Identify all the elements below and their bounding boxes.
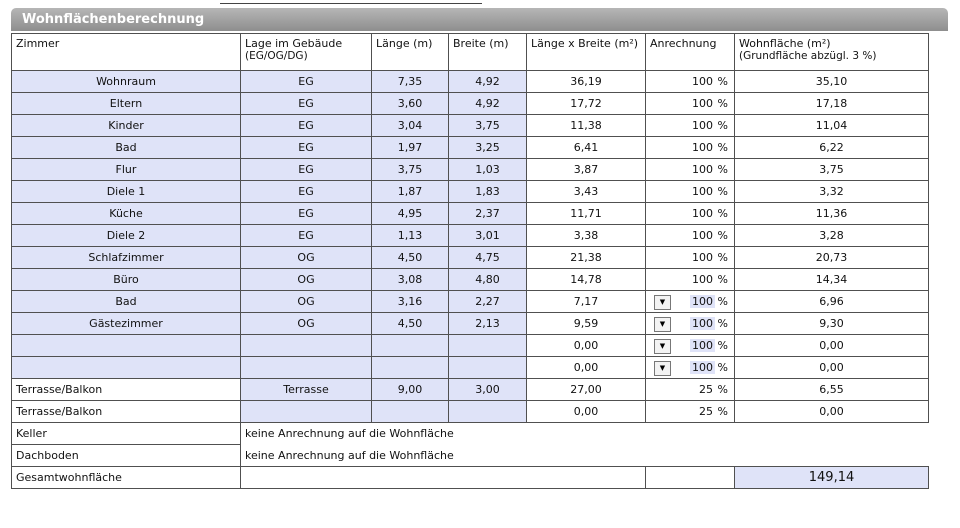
area-table-body [12,34,929,489]
credit-percent-input[interactable]: 100 [692,229,713,242]
living-area-value: 20,73 [735,247,929,269]
room-row [12,291,929,313]
percent-unit: % [717,119,728,132]
product-value: 9,59 [527,313,646,335]
length-input[interactable]: 3,08 [372,269,449,291]
room-row [12,93,929,115]
living-area-value: 35,10 [735,71,929,93]
credit-percent-input[interactable]: 100 [692,185,713,198]
product-value: 17,72 [527,93,646,115]
length-input[interactable] [372,357,449,379]
total-spacer [646,467,735,489]
percent-unit: % [717,295,728,308]
living-area-value: 6,96 [735,291,929,313]
credit-cell [646,159,735,181]
room-name-input[interactable]: Eltern [12,93,241,115]
room-row [12,269,929,291]
width-input[interactable] [449,401,527,423]
length-input[interactable] [372,335,449,357]
header-credit: Anrechnung [646,34,735,71]
credit-cell [646,115,735,137]
product-value: 3,43 [527,181,646,203]
credit-percent-input[interactable]: 100 [692,141,713,154]
top-rule [220,3,482,4]
length-input[interactable]: 3,75 [372,159,449,181]
credit-cell [646,225,735,247]
length-input[interactable]: 9,00 [372,379,449,401]
location-input[interactable]: EG [241,225,372,247]
product-value: 0,00 [527,357,646,379]
credit-percent-input[interactable]: 25 [699,383,713,396]
room-row [12,203,929,225]
length-input[interactable]: 3,16 [372,291,449,313]
total-living-area-value: 149,14 [735,467,929,489]
header-area-label: Wohnfläche (m²) [739,37,831,50]
credit-cell [646,379,735,401]
credit-cell [646,313,735,335]
note-text: keine Anrechnung auf die Wohnfläche [241,423,929,445]
percent-unit: % [717,75,728,88]
percent-unit: % [717,383,728,396]
room-name-input[interactable]: Büro [12,269,241,291]
balcony-type-input[interactable]: Terrasse [241,379,372,401]
location-input[interactable] [241,335,372,357]
width-input[interactable] [449,357,527,379]
room-row [12,313,929,335]
width-input[interactable]: 1,83 [449,181,527,203]
header-location-label: Lage im Gebäude [245,37,343,50]
percent-unit: % [717,185,728,198]
percent-unit: % [717,339,728,352]
percent-unit: % [717,163,728,176]
credit-cell [646,203,735,225]
room-name-input[interactable] [12,357,241,379]
product-value: 14,78 [527,269,646,291]
width-input[interactable]: 4,92 [449,71,527,93]
balcony-label: Terrasse/Balkon [12,401,241,423]
width-input[interactable] [449,335,527,357]
balcony-type-input[interactable] [241,401,372,423]
header-width: Breite (m) [449,34,527,71]
total-spacer [241,467,646,489]
room-name-input[interactable]: Diele 2 [12,225,241,247]
location-input[interactable]: OG [241,291,372,313]
percent-unit: % [717,405,728,418]
dropdown-arrow-icon[interactable]: ▼ [654,317,671,332]
dropdown-arrow-icon[interactable]: ▼ [654,339,671,354]
room-name-input[interactable]: Gästezimmer [12,313,241,335]
room-name-input[interactable]: Bad [12,137,241,159]
living-area-value: 0,00 [735,335,929,357]
width-input[interactable]: 3,75 [449,115,527,137]
length-input[interactable]: 4,95 [372,203,449,225]
header-room: Zimmer [12,34,241,71]
note-text: keine Anrechnung auf die Wohnfläche [241,445,929,467]
product-value: 11,71 [527,203,646,225]
location-input[interactable] [241,357,372,379]
width-input[interactable]: 4,92 [449,93,527,115]
length-input[interactable]: 7,35 [372,71,449,93]
location-input[interactable]: EG [241,115,372,137]
credit-cell [646,269,735,291]
room-row [12,115,929,137]
balcony-label: Terrasse/Balkon [12,379,241,401]
header-area [735,34,929,71]
credit-percent-input[interactable]: 100 [692,251,713,264]
product-value: 6,41 [527,137,646,159]
balcony-row [12,401,929,423]
product-value: 0,00 [527,401,646,423]
note-row [12,423,929,445]
room-name-input[interactable]: Schlafzimmer [12,247,241,269]
product-value: 36,19 [527,71,646,93]
product-value: 27,00 [527,379,646,401]
location-input[interactable]: OG [241,247,372,269]
credit-percent-input[interactable]: 100 [692,317,713,330]
living-area-value: 6,22 [735,137,929,159]
room-name-input[interactable] [12,335,241,357]
location-input[interactable]: EG [241,71,372,93]
percent-unit: % [717,251,728,264]
living-area-value: 11,36 [735,203,929,225]
living-area-value: 6,55 [735,379,929,401]
note-label: Dachboden [12,445,241,467]
length-input[interactable]: 1,97 [372,137,449,159]
dropdown-arrow-icon[interactable]: ▼ [654,295,671,310]
dropdown-arrow-icon[interactable]: ▼ [654,361,671,376]
width-input[interactable]: 3,01 [449,225,527,247]
credit-percent-input[interactable]: 100 [692,119,713,132]
credit-cell [646,291,735,313]
location-input[interactable]: OG [241,313,372,335]
room-row [12,247,929,269]
living-area-value: 0,00 [735,357,929,379]
note-label: Keller [12,423,241,445]
living-area-value: 0,00 [735,401,929,423]
length-input[interactable]: 1,13 [372,225,449,247]
header-length: Länge (m) [372,34,449,71]
room-name-input[interactable]: Bad [12,291,241,313]
living-area-value: 14,34 [735,269,929,291]
section-title: Wohnflächenberechnung [11,8,948,31]
product-value: 7,17 [527,291,646,313]
length-input[interactable]: 3,60 [372,93,449,115]
width-input[interactable]: 1,03 [449,159,527,181]
credit-cell [646,181,735,203]
room-row [12,137,929,159]
width-input[interactable]: 2,13 [449,313,527,335]
credit-cell [646,71,735,93]
credit-percent-input[interactable]: 100 [692,163,713,176]
percent-unit: % [717,229,728,242]
credit-percent-input[interactable]: 100 [692,339,713,352]
product-value: 21,38 [527,247,646,269]
location-input[interactable]: EG [241,93,372,115]
living-area-value: 3,75 [735,159,929,181]
credit-cell [646,137,735,159]
width-input[interactable]: 4,75 [449,247,527,269]
product-value: 0,00 [527,335,646,357]
percent-unit: % [717,97,728,110]
location-input[interactable]: OG [241,269,372,291]
living-area-value: 11,04 [735,115,929,137]
header-area-sub: (Grundfläche abzügl. 3 %) [739,50,877,62]
length-input[interactable]: 1,87 [372,181,449,203]
room-name-input[interactable]: Wohnraum [12,71,241,93]
room-row [12,159,929,181]
width-input[interactable]: 2,27 [449,291,527,313]
product-value: 3,87 [527,159,646,181]
location-input[interactable]: EG [241,181,372,203]
product-value: 11,38 [527,115,646,137]
header-product: Länge x Breite (m²) [527,34,646,71]
credit-percent-input[interactable]: 25 [699,405,713,418]
credit-percent-input[interactable]: 100 [692,361,713,374]
location-input[interactable]: EG [241,203,372,225]
width-input[interactable]: 3,00 [449,379,527,401]
percent-unit: % [717,273,728,286]
location-input[interactable]: EG [241,137,372,159]
living-area-value: 3,32 [735,181,929,203]
width-input[interactable]: 3,25 [449,137,527,159]
room-row [12,181,929,203]
living-area-value: 9,30 [735,313,929,335]
balcony-row [12,379,929,401]
total-row [12,467,929,489]
room-name-input[interactable]: Kinder [12,115,241,137]
area-table [11,33,929,489]
credit-cell [646,93,735,115]
living-area-value: 17,18 [735,93,929,115]
room-row [12,71,929,93]
width-input[interactable]: 2,37 [449,203,527,225]
note-row [12,445,929,467]
percent-unit: % [717,207,728,220]
credit-cell [646,335,735,357]
product-value: 3,38 [527,225,646,247]
room-row [12,357,929,379]
credit-percent-input[interactable]: 100 [692,97,713,110]
credit-cell [646,247,735,269]
room-name-input[interactable]: Diele 1 [12,181,241,203]
percent-unit: % [717,141,728,154]
header-location-sub: (EG/OG/DG) [245,50,308,62]
room-name-input[interactable]: Küche [12,203,241,225]
room-name-input[interactable]: Flur [12,159,241,181]
credit-percent-input[interactable]: 100 [692,207,713,220]
length-input[interactable]: 4,50 [372,313,449,335]
credit-percent-input[interactable]: 100 [692,273,713,286]
room-row [12,225,929,247]
credit-cell [646,401,735,423]
location-input[interactable]: EG [241,159,372,181]
header-row [12,34,929,71]
credit-cell [646,357,735,379]
percent-unit: % [717,361,728,374]
length-input[interactable]: 4,50 [372,247,449,269]
total-label: Gesamtwohnfläche [12,467,241,489]
living-area-value: 3,28 [735,225,929,247]
length-input[interactable]: 3,04 [372,115,449,137]
room-row [12,335,929,357]
width-input[interactable]: 4,80 [449,269,527,291]
credit-percent-input[interactable]: 100 [692,75,713,88]
credit-percent-input[interactable]: 100 [692,295,713,308]
header-location [241,34,372,71]
length-input[interactable] [372,401,449,423]
percent-unit: % [717,317,728,330]
